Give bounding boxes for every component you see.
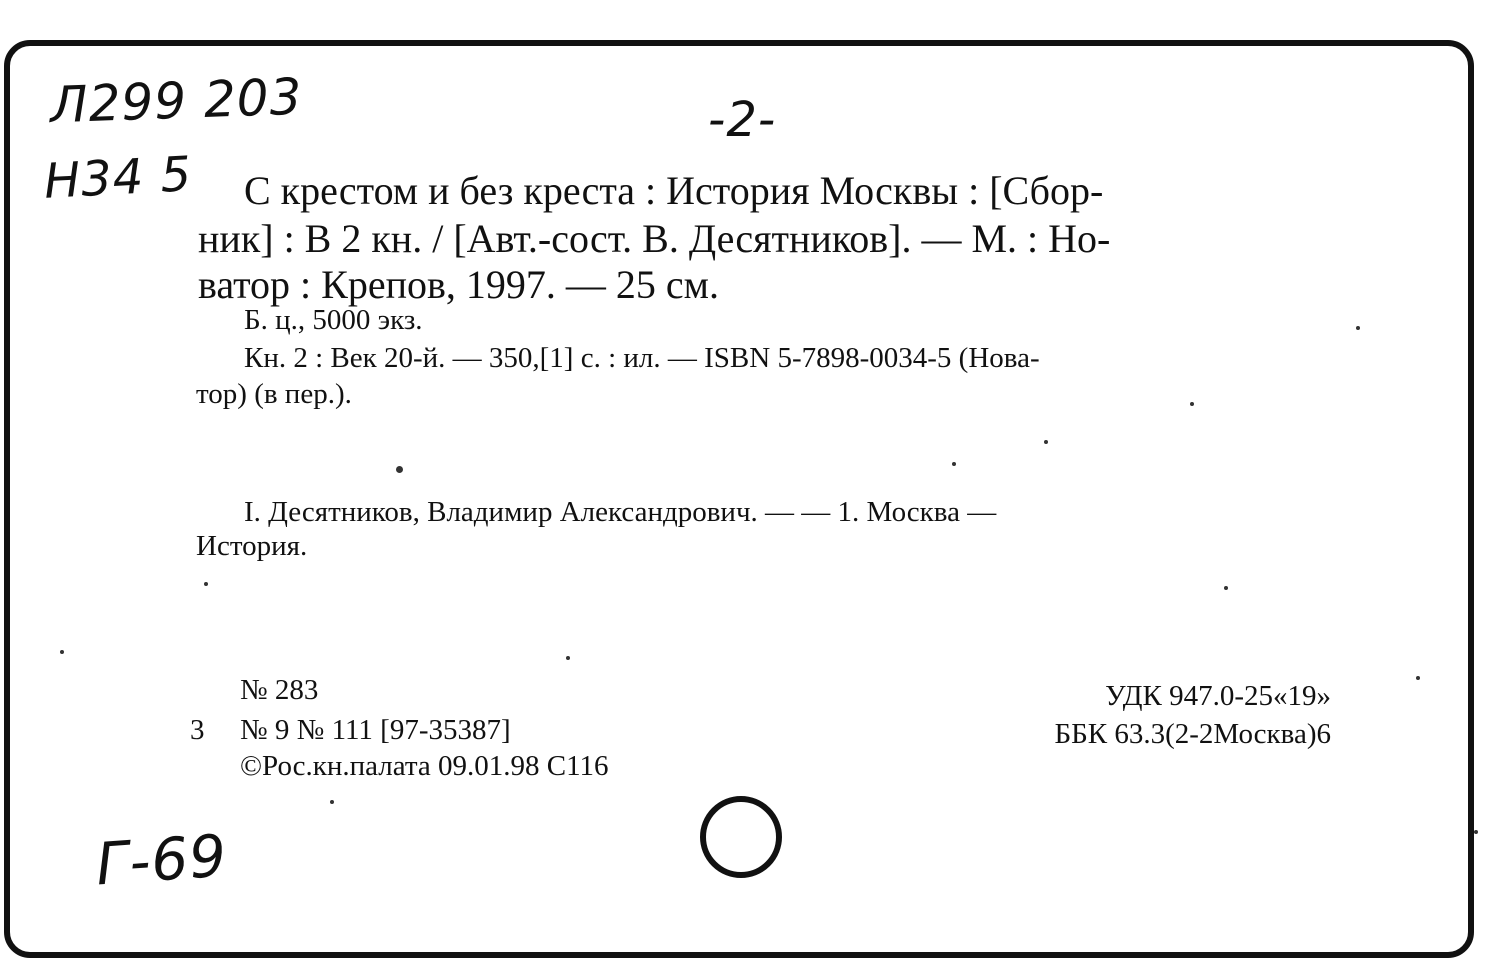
volume-line-2: тор) (в пер.). xyxy=(196,378,352,410)
call-number-handwritten: Л299 203 xyxy=(49,67,304,135)
scan-speck xyxy=(204,582,208,586)
bbk-code: ББК 63.3(2-2Москва)6 xyxy=(1054,718,1331,750)
udk-code: УДК 947.0-25«19» xyxy=(1105,680,1331,712)
bottom-mark-handwritten: Г-69 xyxy=(93,821,230,899)
scan-speck xyxy=(1474,830,1478,834)
footer-registration-line: № 9 № 111 [97-35387] xyxy=(240,714,511,746)
scan-speck xyxy=(1044,440,1048,444)
footer-chamber-line: ©Рос.кн.палата 09.01.98 С116 xyxy=(240,750,609,782)
title-line-1: С крестом и без креста : История Москвы : [Сбор- xyxy=(244,168,1104,213)
tracing-line-1: I. Десятников, Владимир Александрович. — — 1. Москва — xyxy=(244,496,997,528)
scan-speck xyxy=(330,800,334,804)
scan-speck xyxy=(1190,402,1194,406)
page-mark-handwritten: -2- xyxy=(708,92,777,148)
scan-speck xyxy=(1416,676,1420,680)
punch-hole xyxy=(700,796,782,878)
scan-speck xyxy=(396,466,403,473)
price-line: Б. ц., 5000 экз. xyxy=(244,304,423,336)
scan-speck xyxy=(1224,586,1228,590)
author-mark-handwritten: Н34 5 xyxy=(42,146,194,210)
tracing-line-2: История. xyxy=(196,530,308,562)
scan-speck xyxy=(566,656,570,660)
scan-speck xyxy=(952,462,956,466)
scan-speck xyxy=(60,650,64,654)
title-line-2: ник] : В 2 кн. / [Авт.-сост. В. Десятников]. — М. : Но- xyxy=(198,216,1111,261)
footer-margin-digit: 3 xyxy=(190,714,205,746)
footer-record-number: № 283 xyxy=(240,674,319,706)
scan-speck xyxy=(1356,326,1360,330)
title-line-3: ватор : Крепов, 1997. — 25 см. xyxy=(198,262,719,307)
volume-line-1: Кн. 2 : Век 20-й. — 350,[1] с. : ил. — ISBN 5-7898-0034-5 (Нова- xyxy=(244,342,1040,374)
